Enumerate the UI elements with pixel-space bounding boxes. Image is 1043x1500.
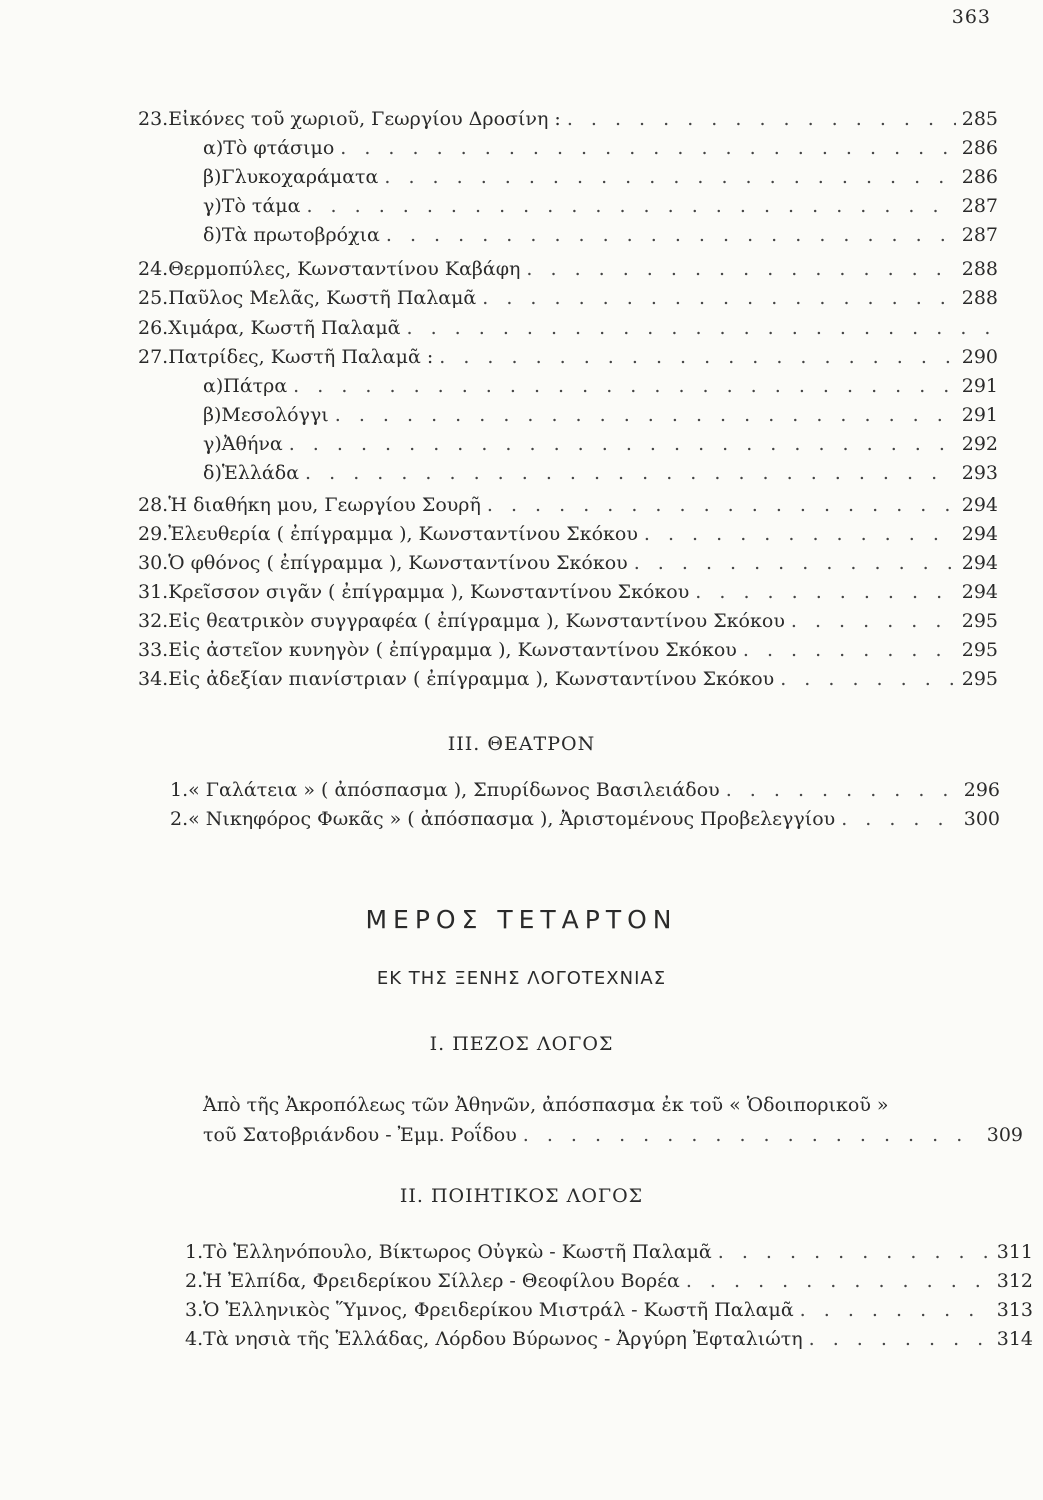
toc-entry — [203, 374, 998, 398]
toc-entry-title: Τὰ νησιὰ τῆς Ἑλλάδας, Λόρδου Βύρωνος - Ἀργύρη Ἐφταλιώτη — [203, 1328, 803, 1350]
toc-entry — [203, 461, 998, 485]
toc-entry-number: 27. — [138, 346, 169, 368]
prose-entry-page: 309 — [986, 1124, 1023, 1146]
part-title: ΜΕΡΟΣ ΤΕΤΑΡΤΟΝ — [365, 905, 678, 934]
toc-entry — [185, 1327, 1033, 1351]
dot-leader — [726, 778, 958, 802]
toc-entry-title: Εἰς ἀστεῖον κυνηγὸν ( ἐπίγραμμα ), Κωνσταντίνου Σκόκου — [168, 639, 737, 661]
toc-entry — [203, 194, 998, 218]
toc-entry-title: Εἰς θεατρικὸν συγγραφέα ( ἐπίγραμμα ), Κωνσταντίνου Σκόκου — [168, 610, 785, 632]
toc-entry-number: 25. — [138, 287, 169, 309]
toc-entry-title: Μεσολόγγι — [221, 404, 329, 426]
toc-entry-number: 23. — [138, 108, 169, 130]
dot-leader — [335, 403, 956, 427]
toc-entry-title: « Νικηφόρος Φωκᾶς » ( ἀπόσπασμα ), Ἀριστομένους Προβελεγγίου — [188, 808, 836, 830]
toc-entry-number: α) — [203, 375, 224, 397]
toc-entry-number: 1. — [170, 779, 189, 801]
theatre-heading: III. ΘΕΑΤΡΟΝ — [447, 733, 596, 755]
toc-entry-title: Τὸ τάμα — [221, 195, 301, 217]
toc-entry-number: δ) — [203, 462, 222, 484]
toc-entry-title: Ὁ Ἑλληνικὸς Ὕμνος, Φρειδερίκου Μιστράλ - Κωστῆ Παλαμᾶ — [203, 1299, 794, 1321]
dot-leader — [780, 667, 956, 691]
dot-leader — [809, 1327, 991, 1351]
toc-entry-title: Πάτρα — [223, 375, 288, 397]
toc-entry-title: Εἰς ἀδεξίαν πιανίστριαν ( ἐπίγραμμα ), Κωνσταντίνου Σκόκου — [168, 668, 775, 690]
prose-entry-line2 — [203, 1123, 1023, 1147]
toc-entry — [203, 136, 998, 160]
toc-entry-number: 32. — [138, 610, 169, 632]
prose-entry-author: τοῦ Σατοβριάνδου - Ἐμμ. Ροΐδου — [203, 1124, 517, 1146]
toc-entry-page: 313 — [996, 1299, 1033, 1321]
toc-entry — [185, 1269, 1033, 1293]
dot-leader — [439, 345, 955, 369]
dot-leader — [695, 580, 955, 604]
dot-leader — [743, 638, 956, 662]
toc-entry-title: Ἡ διαθήκη μου, Γεωργίου Σουρῆ — [168, 494, 481, 516]
prose-heading: I. ΠΕΖΟΣ ΛΟΓΟΣ — [429, 1033, 614, 1055]
toc-entry-page: 295 — [961, 668, 998, 690]
toc-entry-title: Ἡ Ἐλπίδα, Φρειδερίκου Σίλλερ - Θεοφίλου Βορέα — [203, 1270, 680, 1292]
poetry-heading: II. ΠΟΙΗΤΙΚΟΣ ΛΟΓΟΣ — [399, 1185, 644, 1207]
toc-entry — [138, 638, 998, 662]
toc-entry-number: 2. — [185, 1270, 204, 1292]
toc-entry-page: 294 — [961, 552, 998, 574]
toc-entry-number: γ) — [203, 195, 222, 217]
toc-entry — [185, 1240, 1033, 1264]
toc-entry-number: 2. — [170, 808, 189, 830]
toc-entry — [203, 403, 998, 427]
toc-entry-page: 294 — [961, 523, 998, 545]
toc-entry-page: 295 — [961, 610, 998, 632]
prose-entry-line1 — [203, 1093, 993, 1117]
dot-leader — [384, 165, 955, 189]
dot-leader — [487, 493, 956, 517]
dot-leader — [800, 1298, 991, 1322]
toc-entry-page: 312 — [996, 1270, 1033, 1292]
toc-entry-number: δ) — [203, 224, 222, 246]
toc-entry-number: 1. — [185, 1241, 204, 1263]
toc-entry-page: 293 — [961, 462, 998, 484]
dot-leader — [718, 1240, 991, 1264]
toc-entry — [138, 551, 998, 575]
dot-leader — [526, 257, 955, 281]
dot-leader — [791, 609, 956, 633]
toc-entry — [138, 522, 998, 546]
toc-entry-number: 31. — [138, 581, 169, 603]
toc-entry-number: α) — [203, 137, 224, 159]
toc-entry-page: 291 — [961, 375, 998, 397]
toc-entry-title: « Γαλάτεια » ( ἀπόσπασμα ), Σπυρίδωνος Βασιλειάδου — [188, 779, 720, 801]
toc-entry-page: 287 — [961, 224, 998, 246]
toc-entry-number: 30. — [138, 552, 169, 574]
toc-entry — [170, 807, 1000, 831]
toc-entry — [138, 257, 998, 281]
toc-entry-number: 29. — [138, 523, 169, 545]
toc-entry-title: Κρεῖσσον σιγᾶν ( ἐπίγραμμα ), Κωνσταντίνου Σκόκου — [168, 581, 690, 603]
toc-entry — [203, 165, 998, 189]
dot-leader — [386, 223, 956, 247]
dot-leader — [407, 316, 993, 340]
toc-entry — [138, 667, 998, 691]
dot-leader — [841, 807, 958, 831]
toc-entry-number: 34. — [138, 668, 169, 690]
toc-entry — [138, 609, 998, 633]
prose-entry-text: Ἀπὸ τῆς Ἀκροπόλεως τῶν Ἀθηνῶν, ἀπόσπασμα ἐκ τοῦ « Ὁδοιπορικοῦ » — [203, 1094, 889, 1116]
toc-entry-number: 4. — [185, 1328, 204, 1350]
page-number: 363 — [951, 6, 991, 28]
toc-entry — [138, 580, 998, 604]
toc-entry-title: Τὸ Ἑλληνόπουλο, Βίκτωρος Οὐγκὼ - Κωστῆ Παλαμᾶ — [203, 1241, 712, 1263]
toc-entry-title: Ἀθήνα — [221, 433, 283, 455]
toc-entry-page: 286 — [961, 166, 998, 188]
toc-entry — [203, 223, 998, 247]
toc-entry-page: 287 — [961, 195, 998, 217]
toc-entry-title: Ἐλευθερία ( ἐπίγραμμα ), Κωνσταντίνου Σκόκου — [168, 523, 638, 545]
toc-entry-title: Γλυκοχαράματα — [221, 166, 379, 188]
toc-entry-title: Παῦλος Μελᾶς, Κωστῆ Παλαμᾶ — [168, 287, 477, 309]
toc-entry-page: 292 — [961, 433, 998, 455]
dot-leader — [523, 1123, 981, 1147]
toc-entry-number: 3. — [185, 1299, 204, 1321]
toc-entry-number: γ) — [203, 433, 222, 455]
toc-entry-page: 285 — [961, 108, 998, 130]
dot-leader — [305, 461, 956, 485]
part-subtitle: ΕΚ ΤΗΣ ΞΕΝΗΣ ΛΟΓΟΤΕΧΝΙΑΣ — [376, 968, 667, 989]
toc-entry — [138, 493, 998, 517]
toc-entry-title: Ὁ φθόνος ( ἐπίγραμμα ), Κωνσταντίνου Σκόκου — [168, 552, 628, 574]
dot-leader — [567, 107, 956, 131]
toc-entry-title: Εἰκόνες τοῦ χωριοῦ, Γεωργίου Δροσίνη : — [168, 108, 561, 130]
toc-entry-page: 314 — [996, 1328, 1033, 1350]
toc-entry — [203, 432, 998, 456]
dot-leader — [482, 286, 955, 310]
dot-leader — [340, 136, 955, 160]
toc-entry — [138, 107, 998, 131]
toc-entry-number: β) — [203, 166, 222, 188]
toc-entry-number: 24. — [138, 258, 169, 280]
toc-entry-number: 33. — [138, 639, 169, 661]
toc-entry-title: Τὸ φτάσιμο — [223, 137, 335, 159]
toc-entry-page: 294 — [961, 494, 998, 516]
dot-leader — [644, 522, 956, 546]
toc-entry-number: β) — [203, 404, 222, 426]
toc-entry-page: 294 — [961, 581, 998, 603]
dot-leader — [293, 374, 956, 398]
toc-entry-page: 295 — [961, 639, 998, 661]
toc-entry-page: 291 — [961, 404, 998, 426]
toc-entry-title: Θερμοπύλες, Κωνσταντίνου Καβάφη — [168, 258, 521, 280]
toc-entry-title: Τὰ πρωτοβρόχια — [221, 224, 380, 246]
dot-leader — [634, 551, 956, 575]
toc-entry-title: Χιμάρα, Κωστῆ Παλαμᾶ — [168, 317, 401, 339]
dot-leader — [306, 194, 955, 218]
dot-leader — [686, 1269, 991, 1293]
toc-entry-number: 26. — [138, 317, 169, 339]
toc-entry-title: Πατρίδες, Κωστῆ Παλαμᾶ : — [168, 346, 434, 368]
toc-entry — [138, 286, 998, 310]
toc-entry-page: 311 — [996, 1241, 1033, 1263]
dot-leader — [289, 432, 956, 456]
toc-entry — [138, 316, 998, 340]
toc-entry-page: 290 — [961, 346, 998, 368]
toc-entry-page: 296 — [963, 779, 1000, 801]
toc-entry-title: Ἑλλάδα — [221, 462, 300, 484]
toc-entry — [170, 778, 1000, 802]
toc-entry-page: 300 — [963, 808, 1000, 830]
toc-entry — [138, 345, 998, 369]
toc-entry-page: 288 — [961, 287, 998, 309]
toc-entry-page: 288 — [961, 258, 998, 280]
toc-entry-number: 28. — [138, 494, 169, 516]
toc-entry-page: 286 — [961, 137, 998, 159]
toc-entry — [185, 1298, 1033, 1322]
